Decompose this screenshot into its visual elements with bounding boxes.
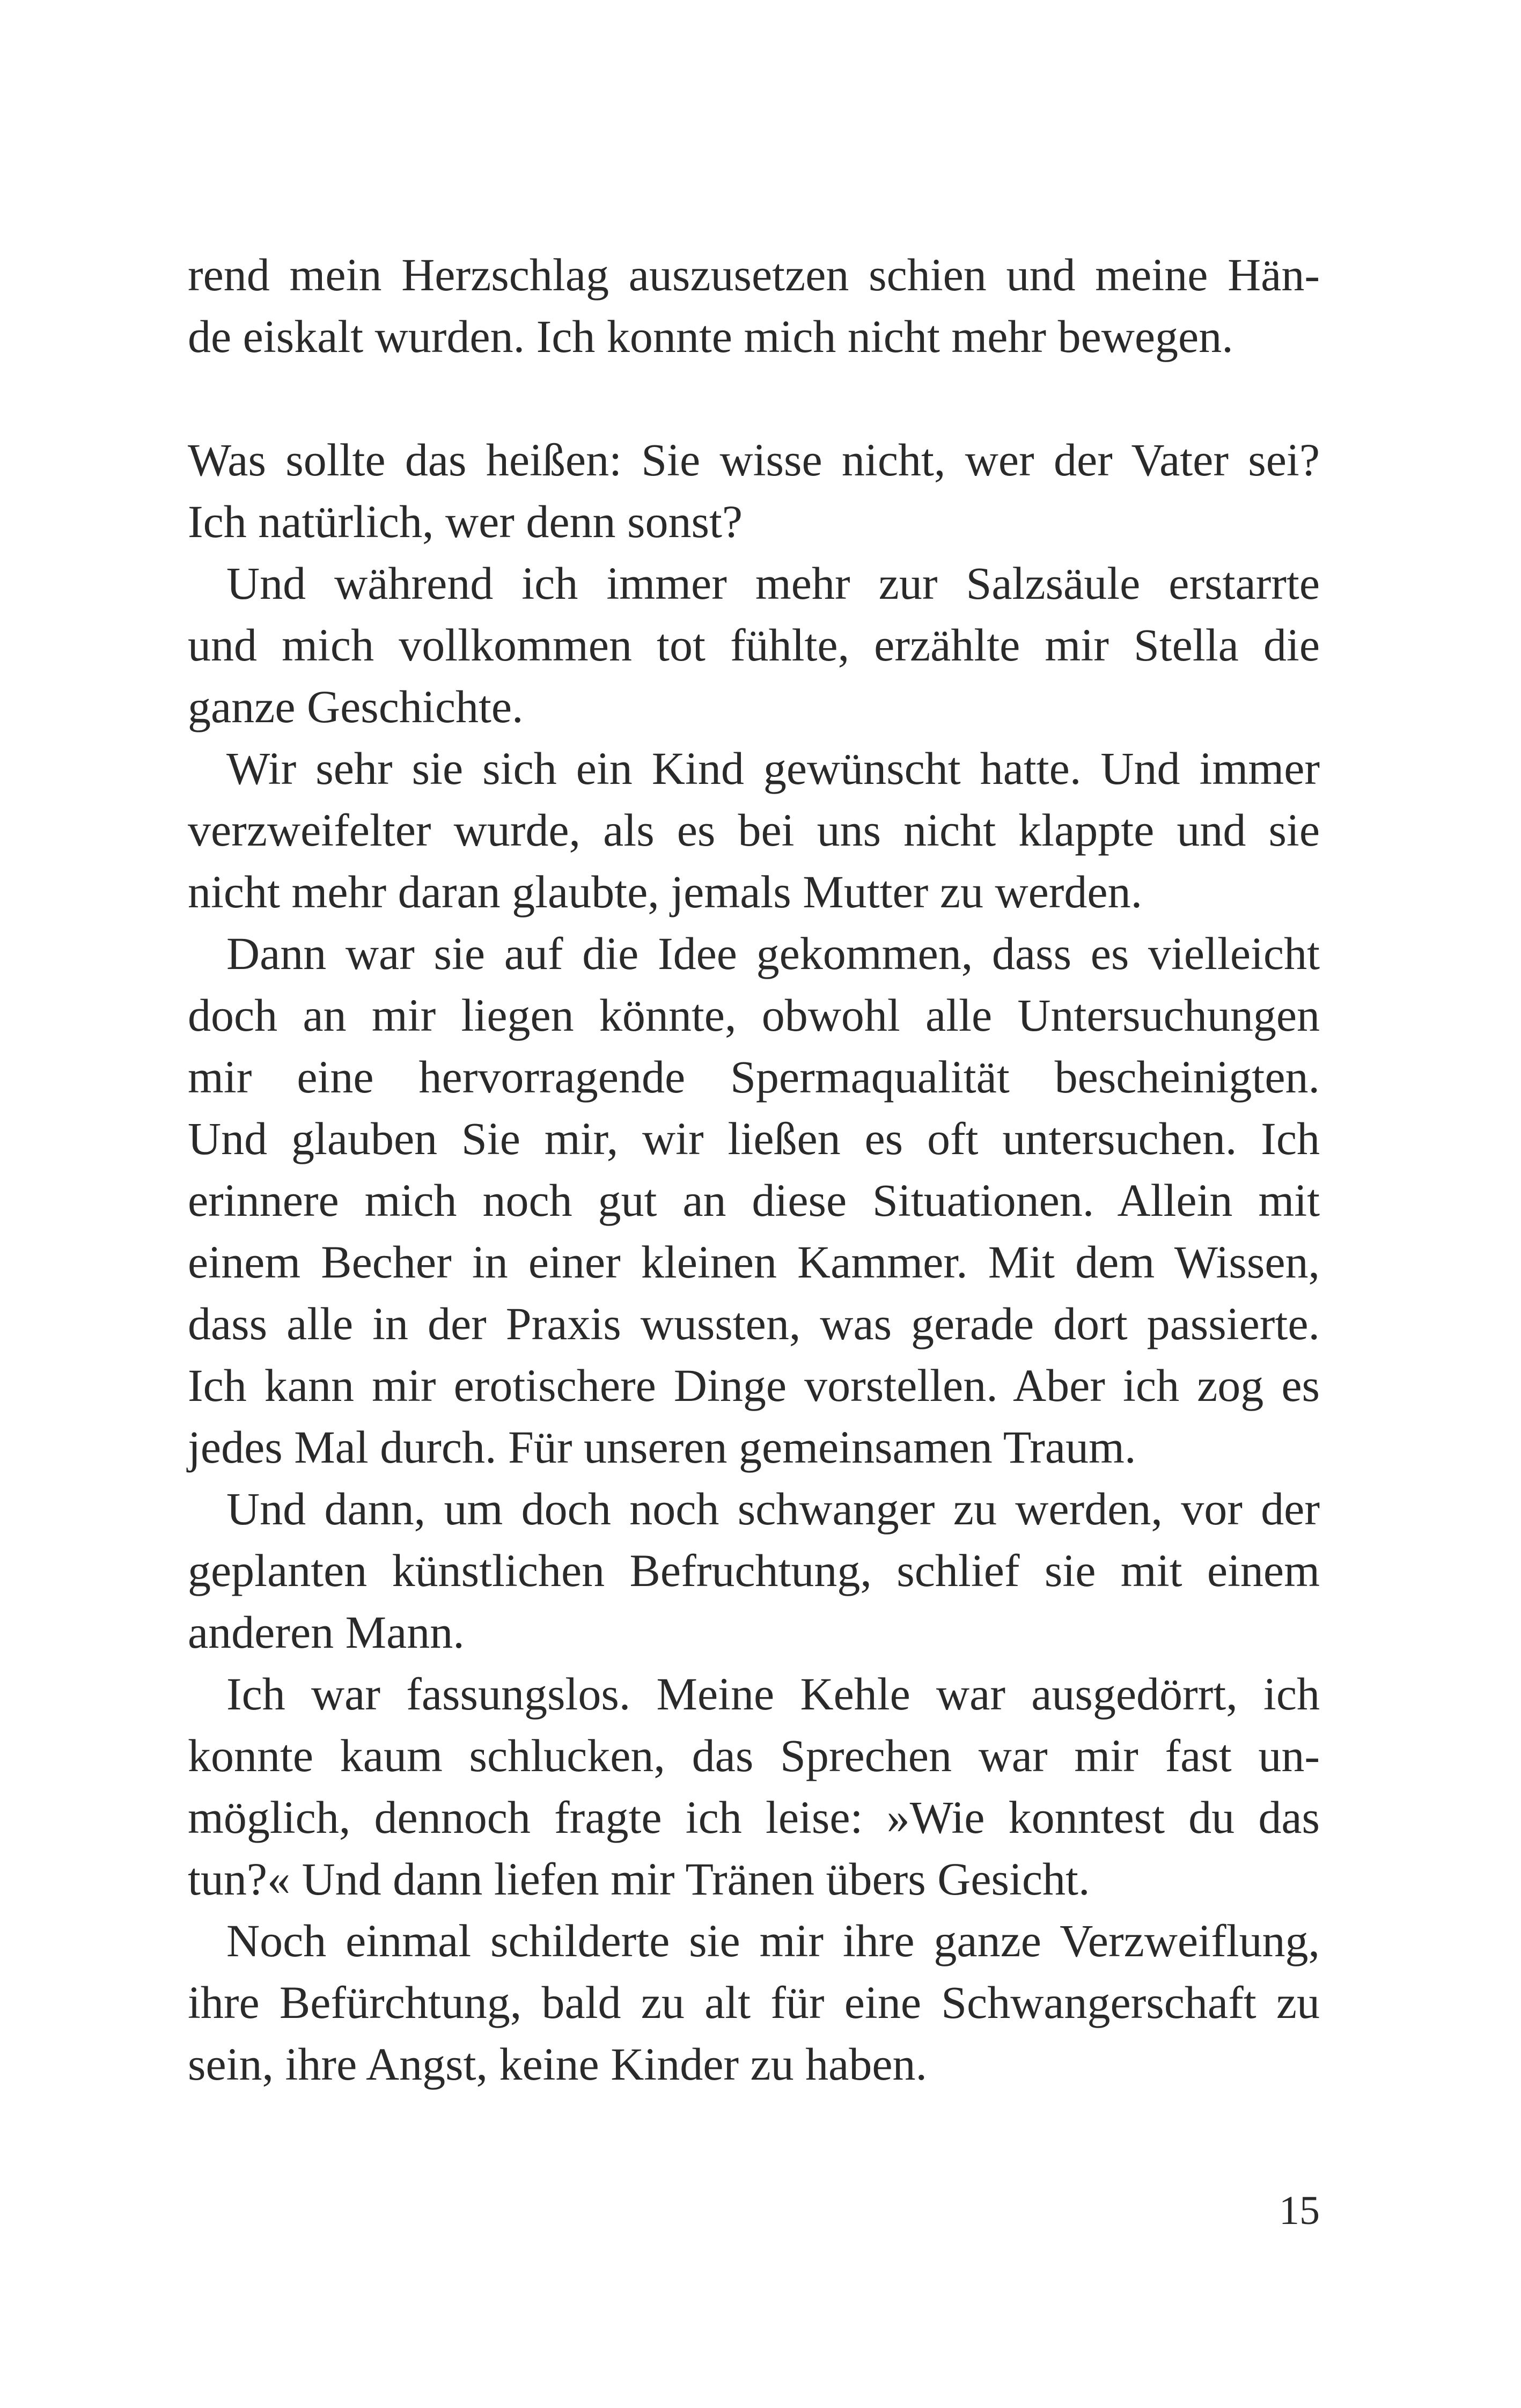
text-line: Wir sehr sie sich ein Kind gewünscht hatte. Und immer [226,743,1320,794]
text-line: mir eine hervorragende Spermaqualität bescheinigten. [188,1051,1320,1103]
text-line: möglich, dennoch fragte ich leise: »Wie konntest du das [188,1792,1320,1843]
paragraph [188,1478,1320,1663]
paragraph [188,244,1320,368]
paragraph [188,738,1320,923]
text-line: ihre Befürchtung, bald zu alt für eine Schwangerschaft zu [188,1977,1320,2028]
text-block-top [188,244,1320,368]
text-line: Ich natürlich, wer denn sonst? [188,496,743,547]
paragraph [188,553,1320,738]
text-line: de eiskalt wurden. Ich konnte mich nicht mehr bewegen. [188,311,1233,362]
text-line: konnte kaum schlucken, das Sprechen war mir fast un- [188,1730,1320,1781]
text-line: geplanten künstlichen Befruchtung, schlief sie mit einem [188,1545,1320,1596]
paragraph [188,923,1320,1478]
paragraph [188,429,1320,553]
text-line: und mich vollkommen tot fühlte, erzählte mir Stella die [188,619,1320,671]
text-line: Was sollte das heißen: Sie wisse nicht, wer der Vater sei? [188,434,1320,486]
text-line: Noch einmal schilderte sie mir ihre ganze Verzweiflung, [226,1915,1320,1966]
text-line: ganze Geschichte. [188,681,524,732]
text-line: einem Becher in einer kleinen Kammer. Mit dem Wissen, [188,1236,1320,1288]
paragraph [188,1663,1320,1910]
text-line: Dann war sie auf die Idee gekommen, dass es vielleicht [226,928,1320,979]
text-line: sein, ihre Angst, keine Kinder zu haben. [188,2038,928,2090]
text-line: Und während ich immer mehr zur Salzsäule erstarrte [226,557,1320,609]
text-line: doch an mir liegen könnte, obwohl alle Untersuchungen [188,989,1320,1041]
text-block-main [188,429,1320,2095]
text-line: Und dann, um doch noch schwanger zu werden, vor der [226,1483,1320,1535]
text-line: nicht mehr daran glaubte, jemals Mutter zu werden. [188,866,1143,917]
text-line: rend mein Herzschlag auszusetzen schien und meine Hän- [188,249,1320,300]
text-line: Ich war fassungslos. Meine Kehle war ausgedörrt, ich [226,1668,1320,1720]
page-number: 15 [1279,2188,1320,2233]
text-line: jedes Mal durch. Für unseren gemeinsamen Traum. [188,1421,1136,1473]
text-line: Ich kann mir erotischere Dinge vorstellen. Aber ich zog es [188,1360,1320,1411]
paragraph [188,1910,1320,2095]
text-line: anderen Mann. [188,1606,465,1658]
text-line: erinnere mich noch gut an diese Situationen. Allein mit [188,1174,1320,1226]
text-line: verzweifelter wurde, als es bei uns nicht klappte und sie [188,804,1320,856]
text-line: dass alle in der Praxis wussten, was gerade dort passierte. [188,1298,1320,1349]
text-line: Und glauben Sie mir, wir ließen es oft untersuchen. Ich [188,1113,1320,1164]
text-line: tun?« Und dann liefen mir Tränen übers Gesicht. [188,1853,1090,1905]
